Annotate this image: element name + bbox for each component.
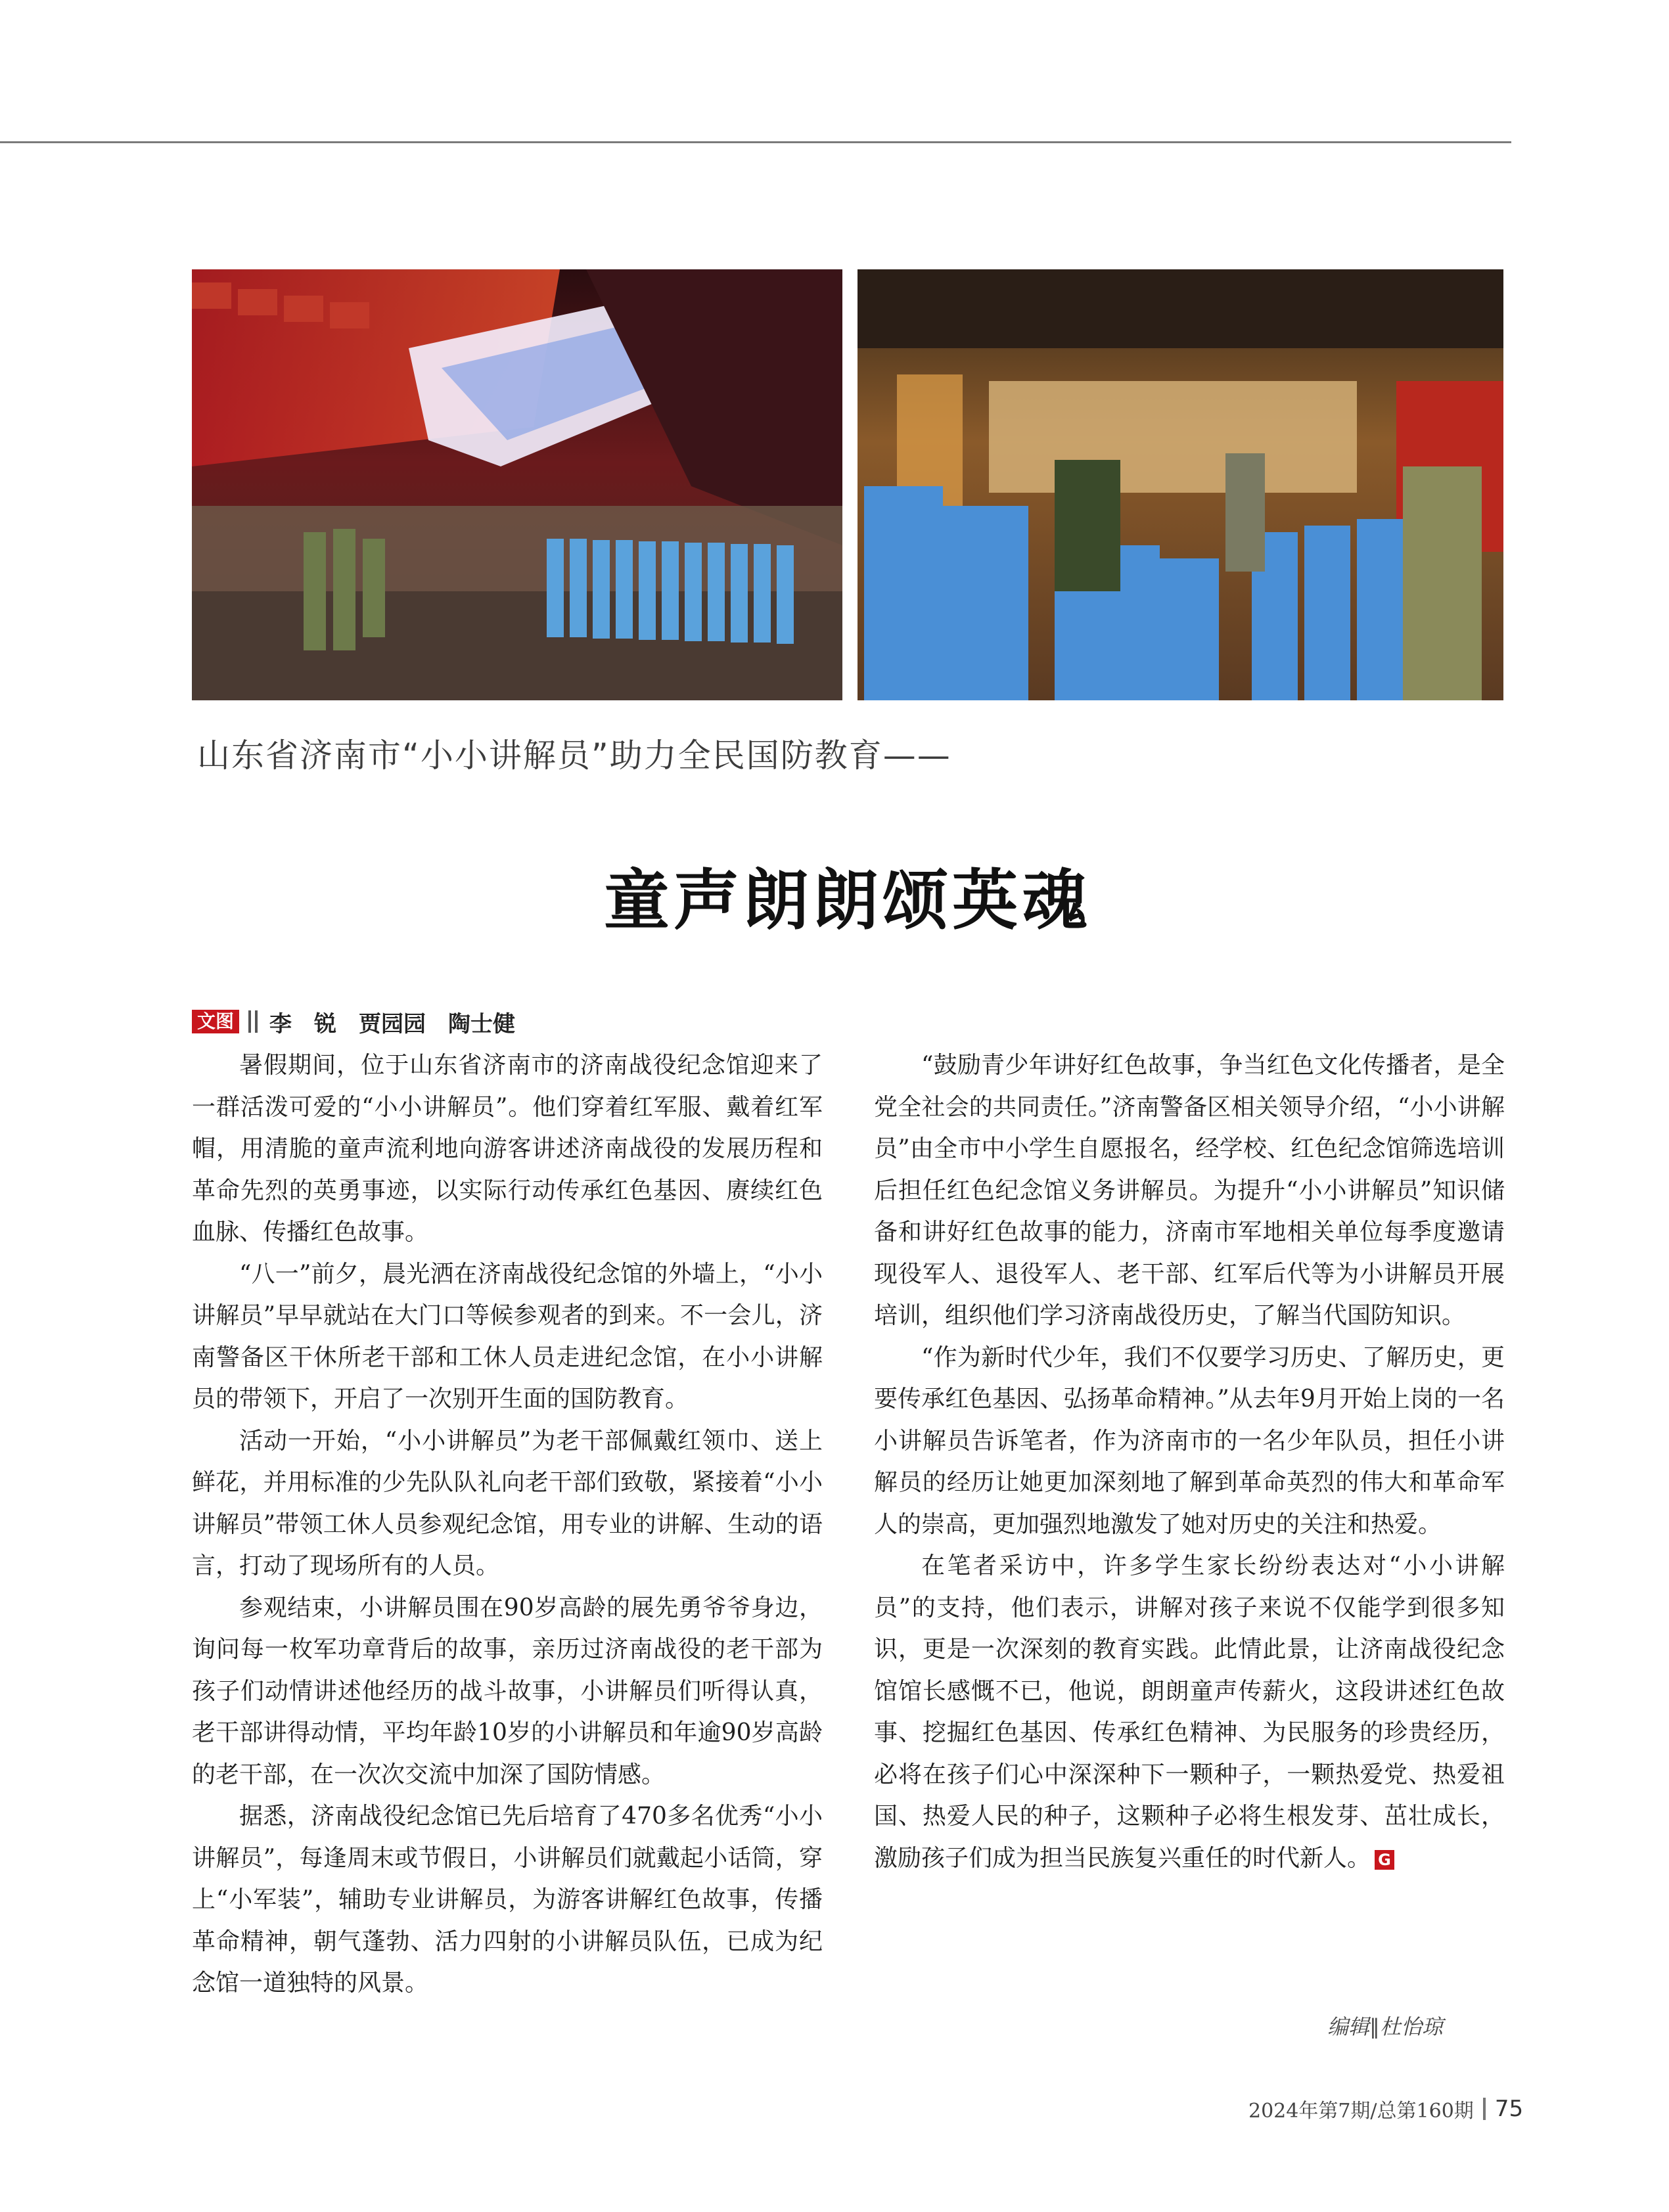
exhibition-room-photo-art [857,269,1503,700]
paragraph: “鼓励青少年讲好红色故事，争当红色文化传播者，是全党全社会的共同责任。”济南警备区相关领导介绍，“小小讲解员”由全市中小学生自愿报名，经学校、红色纪念馆筛选培训后担任红色纪念馆义务讲解员。为提升“小小讲解员”知识储备和讲好红色故事的能力，济南市军地相关单位每季度邀请现役军人、退役军人、老干部、红军后代等为小讲解员开展培训，组织他们学习济南战役历史，了解当代国防知识。 [874,1052,1505,1329]
author-names: 李 锐 贾园园 陶士健 [269,1010,516,1037]
paragraph: 据悉，济南战役纪念馆已先后培育了470多名优秀“小小讲解员”，每逢周末或节假日，小讲解员们就戴起小话筒，穿上“小军装”，辅助专业讲解员，为游客讲解红色故事，传播革命精神，朝气蓬勃、活力四射的小讲解员队伍，已成为纪念馆一道独特的风景。 [192,1803,823,1997]
museum-hall-photo [192,269,842,700]
right-column [874,1045,1505,1879]
end-mark-icon: G [1375,1850,1394,1870]
left-column [192,1045,823,2004]
byline-separator [255,1010,258,1033]
paragraph: 暑假期间，位于山东省济南市的济南战役纪念馆迎来了一群活泼可爱的“小小讲解员”。他们穿着红军服、戴着红军帽，用清脆的童声流利地向游客讲述济南战役的发展历程和革命先烈的英勇事迹，以实际行动传承红色基因、赓续红色血脉、传播红色故事。 [192,1052,823,1246]
page-number: 75 [1494,2096,1524,2122]
paragraph: 活动一开始，“小小讲解员”为老干部佩戴红领巾、送上鲜花，并用标准的少先队队礼向老干部们致敬，紧接着“小小讲解员”带领工休人员参观纪念馆，用专业的讲解、生动的语言，打动了现场所有的人员。 [192,1427,823,1579]
byline-separator [248,1010,251,1033]
issue-info: 2024年第7期/总第160期 [1248,2100,1474,2123]
paragraph: 参观结束，小讲解员围在90岁高龄的展先勇爷爷身边，询问每一枚军功章背后的故事，亲历过济南战役的老干部为孩子们动情讲述他经历的战斗故事，小讲解员们听得认真，老干部讲得动情，平均年龄10岁的小讲解员和年逾90岁高龄的老干部，在一次次交流中加深了国防情感。 [192,1594,823,1788]
byline-tag: 文图 [192,1010,239,1033]
paragraph [874,1545,1505,1879]
museum-hall-photo-art [192,269,842,700]
exhibition-room-photo [857,269,1503,700]
paragraph-text: 在笔者采访中，许多学生家长纷纷表达对“小小讲解员”的支持，他们表示，讲解对孩子来说不仅能学到很多知识，更是一次深刻的教育实践。此情此景，让济南战役纪念馆馆长感慨不已，他说，朗朗童声传薪火，这段讲述红色故事、挖掘红色基因、传承红色精神、为民服务的珍贵经历，必将在孩子们心中深深种下一颗种子，一颗热爱党、热爱祖国、热爱人民的种子，这颗种子必将生根发芽、茁壮成长，激励孩子们成为担当民族复兴重任的时代新人。 [874,1552,1505,1872]
header-rule [0,141,1511,143]
page-footer [1248,2094,1523,2123]
footer-divider [1483,2098,1486,2120]
paragraph: “八一”前夕，晨光洒在济南战役纪念馆的外墙上，“小小讲解员”早早就站在大门口等候参观者的到来。不一会儿，济南警备区干休所老干部和工休人员走进纪念馆，在小小讲解员的带领下，开启了一次别开生面的国防教育。 [192,1260,823,1412]
paragraph: “作为新时代少年，我们不仅要学习历史、了解历史，更要传承红色基因、弘扬革命精神。”从去年9月开始上岗的一名小讲解员告诉笔者，作为济南市的一名少年队员，担任小讲解员的经历让她更加深刻地了解到革命英烈的伟大和革命军人的崇高，更加强烈地激发了她对历史的关注和热爱。 [874,1343,1505,1538]
article-title: 童声朗朗颂英魂 [604,862,1091,939]
article-subtitle: 山东省济南市“小小讲解员”助力全民国防教育—— [197,736,951,775]
byline [192,1006,515,1037]
editor-credit: 编辑∥杜怡琼 [1327,2014,1444,2039]
